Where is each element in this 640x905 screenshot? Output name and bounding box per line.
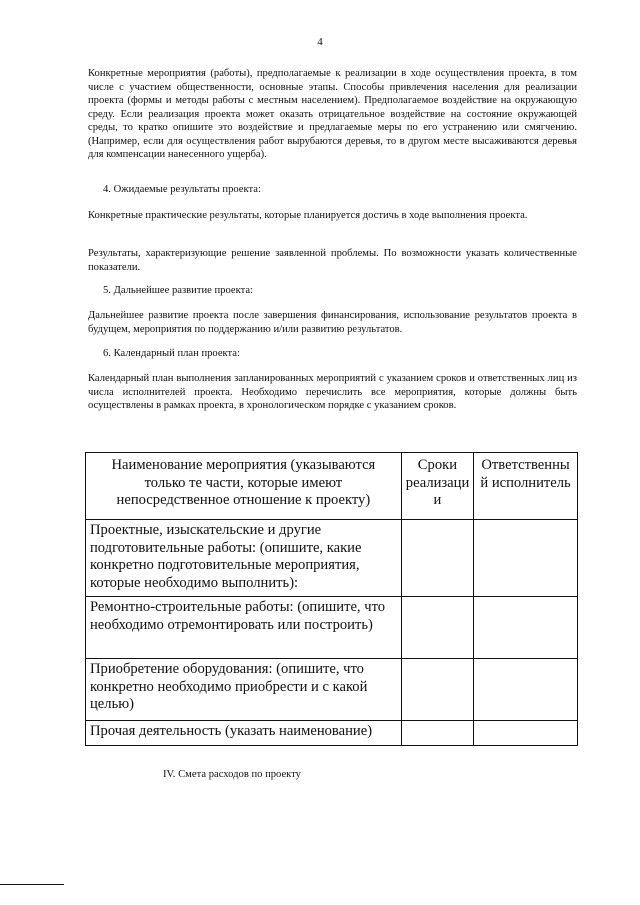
heading-expected-results: 4. Ожидаемые результаты проекта: [103,184,261,195]
page-number: 4 [317,36,323,48]
section-title-budget: IV. Смета расходов по проекту [163,769,301,780]
deadline-cell[interactable] [401,597,473,659]
deadline-cell[interactable] [401,659,473,721]
responsible-cell[interactable] [474,721,578,746]
table-header-row [86,453,578,520]
deadline-cell[interactable] [401,721,473,746]
header-activity-name: Наименование мероприятия (указываются только те части, которые имеют непосредственное отношение к проекту) [86,453,402,520]
header-responsible: Ответственны й исполнитель [474,453,578,520]
responsible-cell[interactable] [474,520,578,597]
footnote-divider [0,884,64,885]
table-row [86,721,578,746]
development-paragraph: Дальнейшее развитие проекта после завершения финансирования, использование результатов проекта в будущем, мероприятия по поддержанию и/или развитию результатов. [88,310,577,335]
activity-cell: Приобретение оборудования: (опишите, что конкретно необходимо приобрести и с какой целью) [86,659,402,721]
results-paragraph-1: Конкретные практические результаты, которые планируется достичь в ходе выполнения проекта. [88,210,528,221]
responsible-cell[interactable] [474,659,578,721]
responsible-cell[interactable] [474,597,578,659]
calendar-paragraph: Календарный план выполнения запланированных мероприятий с указанием сроков и ответственных лиц из числа исполнителей проекта. Необходимо перечислить все мероприятия, которые должны быть осуществлены в рамках проекта, в хронологическом порядке с указанием сроков. [88,373,577,411]
activity-cell: Ремонтно-строительные работы: (опишите, что необходимо отремонтировать или построить) [86,597,402,659]
header-deadlines: Сроки реализаци и [401,453,473,520]
activity-cell: Проектные, изыскательские и другие подготовительные работы: (опишите, какие конкретно подготовительные мероприятия, которые необходимо выполнить): [86,520,402,597]
activity-cell: Прочая деятельность (указать наименование) [86,721,402,746]
heading-further-development: 5. Дальнейшее развитие проекта: [103,285,253,296]
activities-paragraph: Конкретные мероприятия (работы), предполагаемые к реализации в ходе осуществления проекта, в том числе с участием общественности, основные этапы. Способы привлечения населения для реализации проекта (формы и методы работы с местным населением). Предполагаемое воздействие на окружающую среду. Если реализация проекта может оказать отрицательное воздействие на состояние окружающей среды, то кратко опишите это воздействие и предлагаемые меры по его устранению или смягчению. (Например, если для осуществления работ вырубаются деревья, то в другом месте высаживаются деревья для компенсации нанесенного ущерба). [88,68,577,160]
table-row [86,520,578,597]
deadline-cell[interactable] [401,520,473,597]
table-row [86,659,578,721]
results-paragraph-2: Результаты, характеризующие решение заявленной проблемы. По возможности указать количественные показатели. [88,248,577,273]
heading-calendar-plan: 6. Календарный план проекта: [103,348,240,359]
calendar-plan-table [85,452,578,746]
table-row [86,597,578,659]
